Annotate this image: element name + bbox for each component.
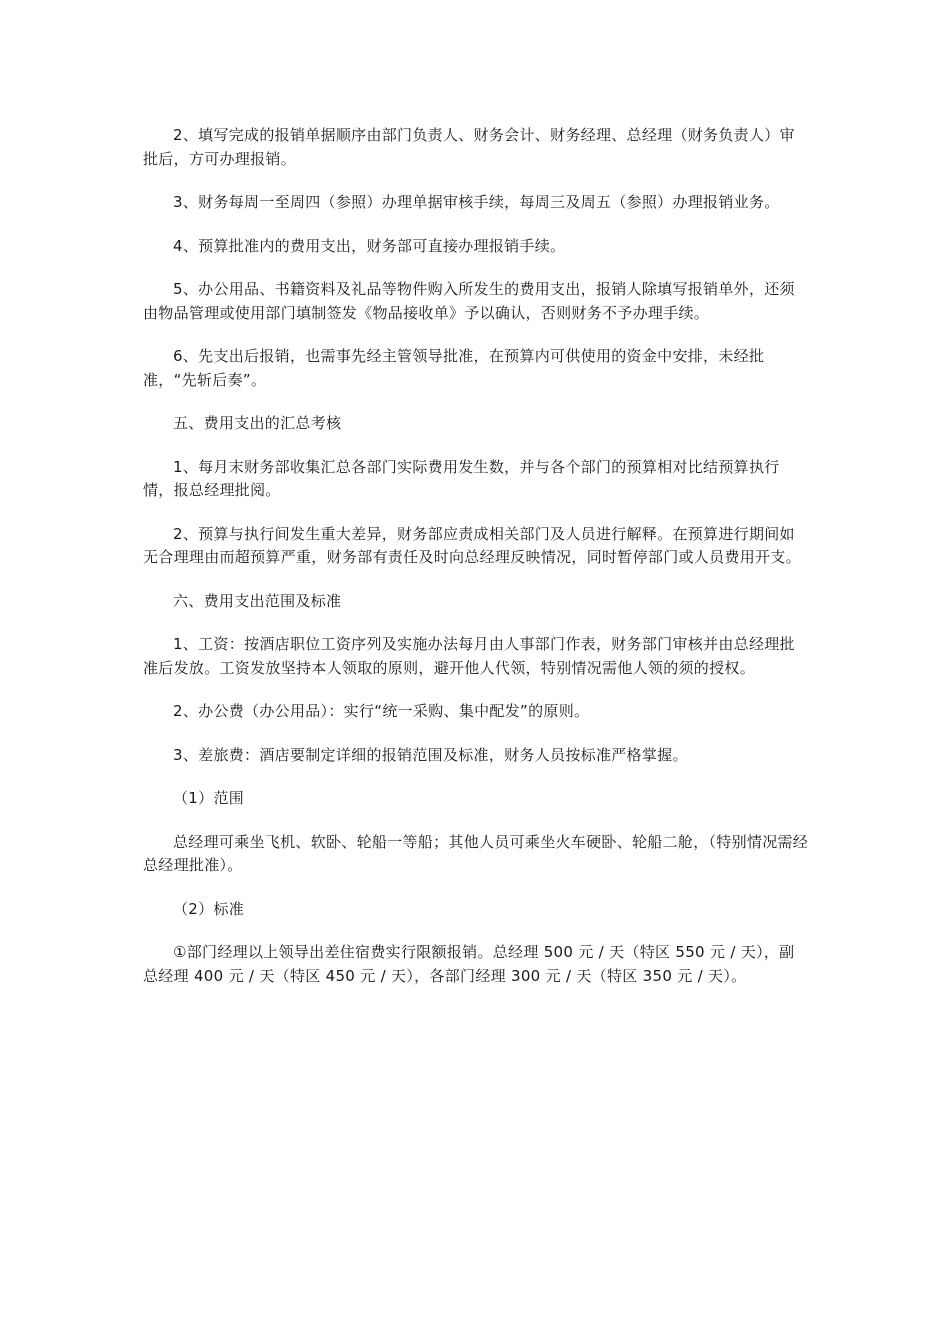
paragraph-transport-class: 总经理可乘坐飞机、软卧、轮船一等船；其他人员可乘坐火车硬卧、轮船二舱，（特别情况需经总经理批准）。: [143, 832, 809, 874]
paragraph-budget-approved: 4、预算批准内的费用支出，财务部可直接办理报销手续。: [173, 236, 566, 255]
paragraph-travel-expense: 3、差旅费：酒店要制定详细的报销范围及标准，财务人员按标准严格掌握。: [173, 745, 688, 764]
subheading-standard: （2）标准: [173, 899, 245, 918]
subheading-scope: （1）范围: [173, 789, 245, 807]
paragraph-salary: 1、工资：按酒店职位工资序列及实施办法每月由人事部门作表，财务部门审核并由总经理批准后发放。工资发放坚持本人领取的原则，避开他人代领，特别情况需他人领的须的授权。: [143, 635, 795, 677]
section-heading-summary-review: 五、费用支出的汇总考核: [173, 414, 342, 432]
paragraph-pay-first: 6、先支出后报销，也需事先经主管领导批准，在预算内可供使用的资金中安排，未经批准，“先斩后奏”。: [143, 347, 765, 389]
document-body: [143, 124, 809, 1008]
paragraph-approval-order: 2、填写完成的报销单据顺序由部门负责人、财务会计、财务经理、总经理（财务负责人）审批后，方可办理报销。: [143, 126, 795, 168]
paragraph-office-supplies: 5、办公用品、书籍资料及礼品等物件购入所发生的费用支出，报销人除填写报销单外，还须由物品管理或使用部门填制签发《物品接收单》予以确认，否则财务不予办理手续。: [143, 280, 795, 322]
paragraph-variance: 2、预算与执行间发生重大差异，财务部应责成相关部门及人员进行解释。在预算进行期间如无合理理由而超预算严重，财务部有责任及时向总经理反映情况，同时暂停部门或人员费用开支。: [143, 524, 801, 566]
paragraph-lodging-limit: ①部门经理以上领导出差住宿费实行限额报销。总经理 500 元 / 天（特区 550 元 / 天），副总经理 400 元 / 天（特区 450 元 / 天），各部门经理 300 元 / 天（特区 350 元 / 天）。: [143, 943, 795, 985]
paragraph-office-expense: 2、办公费（办公用品）：实行“统一采购、集中配发”的原则。: [173, 702, 590, 720]
paragraph-weekly-schedule: 3、财务每周一至周四（参照）办理单据审核手续，每周三及周五（参照）办理报销业务。: [173, 193, 780, 211]
paragraph-monthly-summary: 1、每月末财务部收集汇总各部门实际费用发生数，并与各个部门的预算相对比结预算执行情，报总经理批阅。: [143, 457, 780, 499]
section-heading-scope-standards: 六、费用支出范围及标准: [173, 591, 342, 610]
